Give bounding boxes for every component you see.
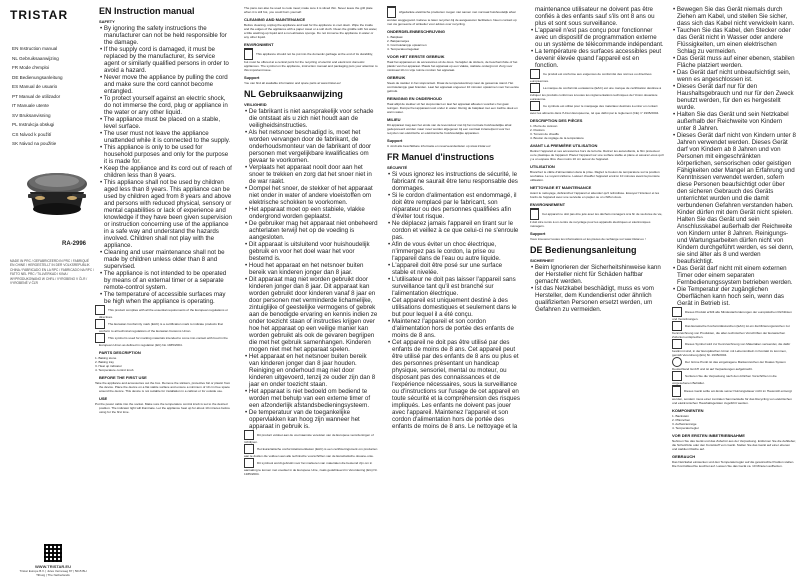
before-text-fr: Retirez l'appareil et ses accessoires hors de la boîte. Retirez les autocollants, le film protecteur ou le plastique de l'appareil. Placez l'appareil sur une surface stable et plane et assurez-vous qu'il y a un espace libre d'au moins 10 cm autour de l'appareil. bbox=[530, 149, 664, 161]
safety-item: • If the supply cord is damaged, it must be replaced by the manufacturer, its service agent or similarly qualified persons in order to avoid a hazard. bbox=[100, 46, 229, 74]
food-contact-note: This symbol is used for marking materials intended to come into contact with food in the European Union as defined in regulation (EC) No 1935/2004. bbox=[99, 333, 232, 347]
weee-bin-icon bbox=[244, 48, 253, 60]
clean-heading-nl: REINIGING EN ONDERHOUD bbox=[387, 96, 442, 101]
use-text-nl: Steek de stekker in het stopcontact. Draai de temperatuurknop naar de gewenste stand. Het controlelampje gaat branden. Laat het apparaat ongeveer 10 minuten opwarmen voor het eerste gebruik. bbox=[387, 81, 519, 93]
column-en bbox=[95, 6, 232, 570]
parts-heading-nl: ONDERDELENBESCHRIJVING bbox=[387, 29, 446, 34]
safety-item: • Afin de vous éviter un choc électrique, n'immergez pas le cordon, la prise ou l'appareil dans de l'eau ou autre liquide. bbox=[388, 241, 501, 262]
recycle-note: Sortieren Sie die Verpackung nach den örtlichen Vorschriften in die vorgesehenen Behälter. bbox=[672, 371, 796, 385]
eac-note: Het Euraziatische conformiteitsmerkteken (EAC) is een certificeringsmerk om producten aan te duiden die voldoen aan alle technische voorschriften van de Euraziatische douane-unie. bbox=[244, 444, 378, 458]
safety-item: • L'appareil n'est pas conçu pour fonctionner avec un dispositif de programmation externe ou un système de télécommande indépendant. bbox=[531, 27, 664, 48]
part-item: 2. Bakpannetjes bbox=[387, 39, 410, 43]
use-heading-nl: GEBRUIK bbox=[387, 75, 406, 80]
food-contact-note: Dieses Symbol wird zur Kennzeichnung von Materialien verwendet, die dafür bestimmt sind, in der Europäischen Union mit Lebensmitteln in Kontakt zu kommen, gemäß Verordnung (EG) Nr. 1935/2004. bbox=[672, 339, 796, 357]
use-text-en: Put the power cable into the socket. Make sure the temperature control knob is set to the desired position. The indicator light will illuminate. Let the appliance heat up for about 10 minutes before using for the first time. bbox=[95, 402, 230, 414]
safety-item: • Tauchen Sie das Kabel, den Stecker oder das Gerät nicht in Wasser oder andere Flüssigkeiten, um einen elektrischen Schlag zu vermeiden. bbox=[673, 27, 791, 55]
safety-item: • Dieses Gerät darf nur für den Haushaltsgebrauch und nur für den Zweck benutzt werden, für den es hergestellt wurde. bbox=[673, 83, 794, 111]
parts-heading-fr: DESCRIPTION DES PIÈCES bbox=[530, 118, 583, 123]
part-item: 4. Temperaturregler bbox=[672, 426, 699, 430]
safety-item: • Si le cordon d'alimentation est endommagé, il doit être remplacé par le fabricant, son réparateur ou des personnes qualifiées afin d'éviter tout risque. bbox=[388, 192, 517, 220]
safety-item: • Never move the appliance by pulling the cord and make sure the cord cannot become entangled. bbox=[100, 74, 228, 95]
safety-item: • Si vous ignorez les instructions de sécurité, le fabricant ne saurait être tenu responsable des dommages. bbox=[388, 171, 518, 192]
support-heading-nl: Support bbox=[387, 138, 403, 143]
safety-item: • Cet appareil est uniquement destiné à des utilisations domestiques et seulement dans le but pour lequel il a été conçu. bbox=[388, 297, 517, 318]
safety-item: • This appliance is only to be used for household purposes and only for the purpose it is made for. bbox=[100, 144, 229, 165]
safety-item: • Das Gerät darf nicht unbeaufsichtigt sein, wenn es angeschlossen ist. bbox=[673, 69, 791, 83]
env-heading-fr: ENVIRONNEMENT bbox=[530, 202, 566, 207]
use-heading-de: GEBRAUCH bbox=[672, 454, 696, 459]
safety-item: • De fabrikant is niet aansprakelijk voor schade die ontstaat als u zich niet houdt aan de veiligheidsinstructies. bbox=[245, 108, 374, 129]
safety-item: • Beim Ignorieren der Sicherheitshinweise kann der Hersteller nicht für Schäden haftbar gemacht werden. bbox=[531, 264, 661, 285]
safety-item: • By ignoring the safety instructions the manufacturer can not be held responsible for the damage. bbox=[100, 25, 227, 46]
eac-mark-icon bbox=[672, 321, 682, 331]
eac-note: The Eurasian Conformity mark (EAC) is a certification mark to indicate products that conform to all technical regulations of the Eurasian Customs Union. bbox=[99, 319, 232, 333]
safety-item: • Bewegen Sie das Gerät niemals durch Ziehen am Kabel, und stellen Sie sicher, dass sich das Kabel nicht verwickeln kann. bbox=[673, 6, 795, 27]
safety-item: • To protect yourself against an electric shock, do not immerse the cord, plug or appliance in the water or any other liquid. bbox=[100, 95, 228, 116]
recycle-icon bbox=[672, 371, 682, 381]
safety-item: • Het apparaat moet op een stabiele, vlakke ondergrond worden geplaatst. bbox=[245, 206, 365, 220]
part-item: 4. Temperature control knob bbox=[95, 368, 134, 372]
eac-mark-icon bbox=[244, 444, 254, 454]
part-item: 2. Poêlons bbox=[530, 128, 545, 132]
column-en-nl bbox=[244, 6, 378, 570]
part-item: 3. Aufheizanzeige bbox=[672, 422, 697, 426]
before-heading-nl: VOOR HET EERSTE GEBRUIK bbox=[387, 54, 445, 59]
part-item: 3. Controlelampje opwarmen bbox=[387, 43, 427, 47]
part-item: 1. Pierre de cuisson bbox=[530, 124, 558, 128]
safety-item: • Als het netsnoer beschadigd is, moet het worden vervangen door de fabrikant, de onderhoudsmonteur van de fabrikant of door personen met vergelijkbare kwalificaties om gevaar te voorkomen. bbox=[245, 129, 372, 164]
safety-item: • The appliance must be placed on a stable, level surface. bbox=[100, 116, 221, 130]
use-heading-en: USE bbox=[99, 396, 108, 401]
safety-heading-de: SICHERHEIT bbox=[530, 258, 555, 263]
safety-item: • The user must not leave the appliance unattended while it is connected to the supply. bbox=[100, 130, 231, 144]
footer bbox=[17, 544, 89, 577]
part-item: 2. Pfännchen bbox=[672, 418, 691, 422]
food-contact-note: Dit symbool wordt gebruikt voor het markeren van materialen die bestemd zijn om in aanraking te komen met voedsel in de Europese Unie, zoals gedefinieerd in Verordening (EG) Nr. 1935/2004. bbox=[244, 458, 378, 476]
parts-heading-en: PARTS DESCRIPTION bbox=[99, 350, 141, 355]
language-item: EN Instruction manual bbox=[12, 46, 58, 51]
ce-note: Ce produit est conforme aux exigences de conformité des normes ou directives européennes. bbox=[530, 69, 664, 83]
glass-fork-icon bbox=[244, 458, 254, 468]
part-item: 1. Backstein bbox=[672, 414, 689, 418]
part-item: 3. Témoin de chauffe bbox=[530, 132, 559, 136]
ce-mark-icon bbox=[95, 305, 105, 315]
safety-item: • De gebruiker mag het apparaat niet onbeheerd achterlaten terwijl het op de voeding is aangesloten. bbox=[245, 220, 378, 241]
safety-item: • Cet appareil ne doit pas être utilisé par des enfants de moins de 8 ans. Cet appareil peut être utilisé par des enfants de 8 ans ou plus et des personnes présentant un handicap physique, sensoriel, mental ou moteur, ou disposant pas des connaissances et de l'expérience nécessaires, sous la surveillance ou d'instructions sur l'usage de cet appareil en toute sécurité et la compréhension des risques impliqués. Les enfants ne doivent pas jouer avec l'appareil. Maintenez l'appareil et son cordon d'alimentation hors de portée des enfants de moins de 8 ans. Le nettoyage et la bbox=[388, 339, 520, 430]
safety-item: • Houd het apparaat en het netsnoer buiten bereik van kinderen jonger dan 8 jaar. bbox=[245, 262, 364, 276]
eac-note: Das Eurasische Konformitätszeichen (EAC) ist ein Zertifizierungszeichen zur Kennzeichnung von Produkten, die allen technischen Vorschriften der Eurasischen Zollunion entsprechen. bbox=[672, 321, 796, 339]
nl-continued-text: Afgedankte elektrische producten mogen niet samen met normaal huishoudelijk afval worden weggegooid. Gelieve te laten recyclen bij de aangewezen faciliteiten. Neem contact op met uw gemeente of winkelier voor advies over recycling. bbox=[387, 6, 520, 26]
column-fr-de bbox=[530, 6, 664, 570]
before-text-en: Take the appliance and accessories out the box. Remove the stickers, protective foil or plastic from the device. Place the device on a flat stable surface and ensure a minimum of 10 cm free space around the device. This device is not suitable for installation in a cabinet or for outside use. bbox=[95, 381, 231, 393]
glass-fork-icon bbox=[672, 339, 682, 349]
safety-item: • Dompel het snoer, de stekker of het apparaat niet onder in water of andere vloeistoffen om elektrische schokken te voorkomen. bbox=[245, 185, 373, 206]
env-heading-en: ENVIRONMENT bbox=[244, 42, 274, 47]
safety-item: • Keep the appliance and its cord out of reach of children less than 8 years. bbox=[100, 165, 232, 179]
use-heading-fr: UTILISATION bbox=[530, 164, 555, 169]
language-item: PL Instrukcja obsługi bbox=[12, 122, 55, 127]
clean-heading-en: CLEANING AND MAINTENANCE bbox=[244, 17, 306, 22]
eac-mark-icon bbox=[95, 319, 105, 329]
part-item: 2. Baking tray bbox=[95, 360, 114, 364]
before-heading-fr: AVANT LA PREMIÈRE UTILISATION bbox=[530, 143, 598, 148]
before-heading-de: VOR DER ERSTEN INBETRIEBNAHME bbox=[672, 433, 745, 438]
weee-bin-icon bbox=[530, 208, 539, 220]
part-item: 4. Temperatuurregelaar bbox=[387, 47, 420, 51]
language-item: DE Bedienungsanleitung bbox=[12, 74, 63, 80]
section-title-de: DE Bedienungsanleitung bbox=[530, 245, 637, 255]
ce-mark-icon bbox=[672, 307, 682, 317]
manufacturer-note: MADE IN PRC / GEFABRICEERD IN PRC / FABRIQUÉ EN CHINE / HERGESTELLT IN DER VOLKSREPUBLIK CHINA / FABRICADO EN LA RPC / FABRICADO NA RPC / FATTO NEL PRC / TILLVERKAD I KINA / WYPRODUKOWANO W CHRL / VYROBENO V ČLR / VYROBENÉ V ČĽR bbox=[10, 259, 94, 286]
safety-heading-nl: VEILIGHEID bbox=[244, 102, 267, 107]
language-item: PT Manual de utilizador bbox=[12, 93, 61, 99]
ce-note: Dieses Produkt erfüllt alle Mindestanforderungen der europäischen Richtlinien und Verordnungen. bbox=[672, 307, 796, 321]
clean-text-en: Before cleaning, unplug the appliance and wait for the appliance to cool down. Wipe the inside and the edges of the appliance with a paper towel or a soft cloth. Clean the griddle with hot water, a little washing-up liquid and a non-abrasive sponge. Do not immerse the appliance in water or any other liquid. bbox=[244, 23, 378, 39]
env-text-fr: Cet appareil ne doit pas être jeté avec les déchets ménagers à la fin de sa durée de vie, il doit être remis à un centre de recyclage pour les appareils électriques et électroniques ménagers. bbox=[530, 208, 664, 228]
safety-item: • Cleaning and user maintenance shall not be made by children unless older than 8 and supervised. bbox=[100, 249, 225, 270]
safety-heading-fr: SÉCURITÉ bbox=[387, 165, 408, 170]
ce-note: Dit product voldoet aan de voornaamste vereisten van de Europese verordeningen of richtlijnen. bbox=[244, 430, 378, 444]
food-contact-note: Ce symbole est utilisé pour le marquage des matériaux destinés à entrer en contact avec les aliments dans l'Union Européenne, tel que défini par le règlement (CE) n° 1935/2004. bbox=[530, 101, 664, 115]
safety-item: • Die Temperatur der zugänglichen Oberflächen kann hoch sein, wenn das Gerät in Betrieb ist. bbox=[673, 286, 784, 307]
parts-heading-de: KOMPONENTEN bbox=[672, 408, 704, 413]
language-item: ES Manual de usuario bbox=[12, 84, 58, 89]
safety-item: • This appliance shall not be used by children aged less than 8 years. This appliance can be used by children aged from 8 years and above and persons with reduced physical, sensory or mental capabilities or lack of experience and knowledge if they have been given supervision or instruction concerning use of the appliance in a safe way and understand the hazards involved. Children shall not play with the appliance. bbox=[100, 179, 232, 249]
safety-item: • Ne déplacez jamais l'appareil en tirant sur le cordon et veillez à ce que celui-ci ne s'enroule pas. bbox=[388, 220, 519, 241]
safety-item: • Verplaats het apparaat nooit door aan het snoer te trekken en zorg dat het snoer niet in de war raakt. bbox=[245, 164, 372, 185]
raclette-product-image bbox=[20, 166, 94, 242]
safety-item: • Maintenez l'appareil et son cordon d'alimentation hors de portée des enfants de moins de 8 ans. bbox=[388, 318, 514, 339]
language-item: CS Návod k použití bbox=[12, 131, 52, 137]
before-heading-en: BEFORE THE FIRST USE bbox=[99, 375, 147, 380]
model-number: RA-2996 bbox=[62, 241, 87, 247]
fr-continued-text: maintenance utilisateur ne doivent pas être confiés à des enfants sauf s'ils ont 8 ans ou plus et sont sous surveillance. bbox=[535, 6, 655, 27]
use-text-fr: Branchez le câble d'alimentation dans la prise. Réglez le bouton de température sur la position souhaitée. Le voyant s'allume. Laissez chauffer l'appareil environ 10 minutes avant la première utilisation. bbox=[530, 170, 660, 182]
support-text-en: You can find all available information and spare parts at www.tristar.eu! bbox=[244, 81, 341, 85]
safety-item: • Dit apparaat is uitsluitend voor huishoudelijk gebruik en voor het doel waar het voor bestemd is. bbox=[245, 241, 370, 262]
section-title-fr: FR Manuel d'instructions bbox=[387, 152, 495, 162]
part-item: 1. Baking stone bbox=[95, 356, 117, 360]
env-text-nl: Dit apparaat mag aan het einde van de levensduur niet bij het normale huishoudelijke afval gedeponeerd worden maar moet worden afgegeven bij een centraal inzamelpunt voor het recyclen van elektrische en elektronische huishoudelijke apparaten. bbox=[387, 123, 512, 135]
eac-note: La marque de conformité eurasienne (EAC) est une marque de certification destinée à indiquer les produits conformes à toutes les réglementations techniques de l'Union douanière eurasienne. bbox=[530, 83, 664, 101]
safety-item: • Dieses Gerät darf nicht von Kindern unter 8 Jahren verwendet werden. Dieses Gerät darf von Kindern ab 8 Jahren und von Personen mit eingeschränkten körperlichen, sensorischen oder geistigen Fähigkeiten oder Mangel an Erfahrung und Kenntnissen verwendet werden, sofern diese Personen beaufsichtigt oder über den sicheren Gebrauch des Geräts unterrichtet wurden und die damit verbundenen Gefahren verstanden haben. Kinder dürfen mit dem Gerät nicht spielen. Halten Sie das Gerät und sein Anschlusskabel außerhalb der Reichweite von Kindern unter 8 Jahren. Reinigungs- und Wartungsarbeiten dürfen nicht von Kindern durchgeführt werden, es sei denn, sie sind älter als 8 und werden beaufsichtigt. bbox=[673, 132, 796, 265]
brand-logo: TRISTAR bbox=[10, 8, 69, 22]
safety-item: • Dit apparaat mag niet worden gebruikt door kinderen jonger dan 8 jaar. Dit apparaat kan worden gebruikt door kinderen vanaf 8 jaar en door personen met verminderde lichamelijke, zintuiglijke of geestelijke vermogens of gebrek aan de benodigde ervaring en kennis indien ze onder toezicht staan of instructies krijgen over hoe het apparaat op een veilige manier kan worden gebruikt als ook de gevaren begrijpen die met het gebruik samenhangen. Kinderen mogen niet met het apparaat spelen. bbox=[245, 276, 378, 353]
glass-fork-icon bbox=[530, 101, 540, 111]
env-text-en: This appliance should not be put into the domestic garbage at the end of its durability, but must be offered at a central point for the recycling of electric and electronic domestic appliances. The symbol on the appliance, instruction manual and packaging puts your attention to this important issue. bbox=[244, 48, 378, 72]
safety-item: • Ist das Netzkabel beschädigt, muss es vom Hersteller, dem Kundendienst oder ähnlich qualifizierten Personen ersetzt werden, um Gefahren zu vermeiden. bbox=[531, 285, 654, 313]
safety-item: • Halten Sie das Gerät und sein Netzkabel außerhalb der Reichweite von Kindern unter 8 Jahren. bbox=[673, 111, 789, 132]
footer-address: Tristar Europe B.V. | Jules Verneweg 87 | 5015 BH Tilburg | The Netherlands bbox=[19, 569, 87, 577]
language-item: SV Bruksanvisning bbox=[12, 112, 51, 118]
language-item: SK Návod na použitie bbox=[12, 141, 57, 146]
safety-heading-en: SAFETY bbox=[99, 19, 115, 24]
clean-text-nl: Haal altijd de stekker uit het stopcontact en laat het apparaat afkoelen voordat u het gaat reinigen. Dompel het apparaat nooit onder in water. Reinig de bakplaat met een zachte doek en warm water. bbox=[387, 102, 518, 114]
safety-item: • La température des surfaces accessibles peut devenir élevée quand l'appareil est en fonction. bbox=[531, 48, 662, 69]
eac-mark-icon bbox=[530, 83, 540, 93]
language-list bbox=[12, 44, 82, 149]
language-item: NL Gebruiksaanwijzing bbox=[12, 55, 59, 61]
ce-mark-icon bbox=[530, 69, 540, 79]
support-text-fr: Vous trouverez toutes les informations et les pièces de rechange sur www.tristar.eu ! bbox=[530, 237, 646, 241]
weee-bin-icon bbox=[387, 6, 396, 18]
support-text-nl: U vindt alle beschikbare informatie en reserveonderdelen op www.tristar.eu! bbox=[387, 144, 491, 148]
language-item: FR Mode d'emploi bbox=[12, 65, 50, 70]
env-heading-nl: MILIEU bbox=[387, 117, 401, 122]
glass-fork-icon bbox=[95, 333, 105, 343]
safety-item: • L'utilisateur ne doit pas laisser l'appareil sans surveillance tant qu'il est branché sur l'alimentation électrique. bbox=[388, 276, 516, 297]
safety-item: • Het apparaat is niet bedoeld om bediend te worden met behulp van een externe timer of een afzonderlijk afstandsbedieningsysteem. bbox=[245, 388, 371, 409]
column-nl-fr bbox=[387, 6, 520, 570]
column-de bbox=[672, 6, 796, 570]
part-item: 1. Bakplaat bbox=[387, 35, 403, 39]
support-heading-en: Support bbox=[244, 75, 260, 80]
footer-website: WWW.TRISTAR.EU bbox=[35, 564, 71, 569]
language-item: IT Manuale utente bbox=[12, 103, 49, 108]
safety-item: • L'appareil doit être posé sur une surface stable et nivelée. bbox=[388, 262, 503, 276]
safety-item: • The temperature of accessible surfaces may be high when the appliance is operating. bbox=[100, 291, 226, 305]
before-text-nl: Haal het apparaat en de accessoires uit de doos. Verwijder de stickers, de beschermfolie of het plastic van het apparaat. Plaats het apparaat op een vlakke, stabiele ondergrond. Zorg voor minimaal 10 cm vrije ruimte rondom het apparaat. bbox=[387, 60, 518, 72]
green-dot-icon bbox=[672, 357, 682, 367]
use-text-de: Das Netzkabel einstecken und den Temperaturregler auf die gewünschte Position stellen. Die Kontrollleuchte leuchtet auf. Lassen Sie das Gerät ca. 10 Minuten aufheizen. bbox=[672, 460, 795, 468]
safety-item: • The appliance is not intended to be operated by means of an external timer or a separate remote-control system. bbox=[100, 270, 227, 291]
section-title-en: EN Instruction manual bbox=[99, 6, 195, 16]
safety-item: • Das Gerät muss auf einer ebenen, stabilen Fläche platziert werden. bbox=[673, 55, 795, 69]
en-continued-text: The pans can also be used to cook meat; make sure it is sliced thin. Never leave the grill plate when it is still hot, you could burn yourself. bbox=[244, 6, 373, 14]
part-item: 4. Bouton de réglage de la température bbox=[530, 136, 584, 140]
before-text-de: Nehmen Sie das Gerät und das Zubehör aus der Verpackung. Entfernen Sie die Aufkleber, die Schutzfolie oder den Kunststoff vom Gerät. Stellen Sie das Gerät auf einer ebenen und stabilen Fläche auf. bbox=[672, 439, 796, 451]
safety-item: • De temperatuur van de toegankelijke oppervlakken kan hoog zijn wanneer het apparaat in gebruik is. bbox=[245, 409, 360, 430]
qr-code-icon bbox=[44, 544, 62, 562]
clean-heading-fr: NETTOYAGE ET MAINTENANCE bbox=[530, 185, 592, 190]
weee-bin-icon bbox=[672, 385, 681, 397]
green-dot-note: Der Grüne Punkt ist das eingetragene Markenzeichen der Duales System Deutschland GmbH und ist auf Verpackungen aufgebracht. bbox=[672, 357, 796, 371]
safety-item: • Das Gerät darf nicht mit einem externen Timer oder einem separaten Fernbedienungssystem betrieben werden. bbox=[673, 265, 793, 286]
section-title-nl: NL Gebruiksaanwijzing bbox=[244, 89, 343, 99]
ce-note: This product complies with all the essential requirements of the European regulations or directives. bbox=[99, 305, 232, 319]
clean-text-fr: Avant le nettoyage, débranchez l'appareil et attendez qu'il refroidisse. Essuyez l'intérieur et les bords de l'appareil avec une serviette en papier ou un chiffon doux. bbox=[530, 191, 660, 199]
support-heading-fr: Support bbox=[530, 231, 546, 236]
weee-note: Dieses Gerät sollte am Ende seiner Nutzungsdauer nicht im Hausmüll entsorgt werden, sondern muss einer zentralen Sammelstelle für das Recycling von elektrischen und elektronischen Haushaltsgeräten zugeführt werden. bbox=[672, 385, 796, 405]
part-item: 3. Heat up indicator bbox=[95, 364, 122, 368]
safety-item: • Het apparaat en het netsnoer buiten bereik van kinderen jonger dan 8 jaar houden. Reiniging en onderhoud mag niet door kinderen uitgevoerd, tenzij ze ouder zijn dan 8 jaar en onder toezicht staan. bbox=[245, 353, 376, 388]
ce-mark-icon bbox=[244, 430, 254, 440]
